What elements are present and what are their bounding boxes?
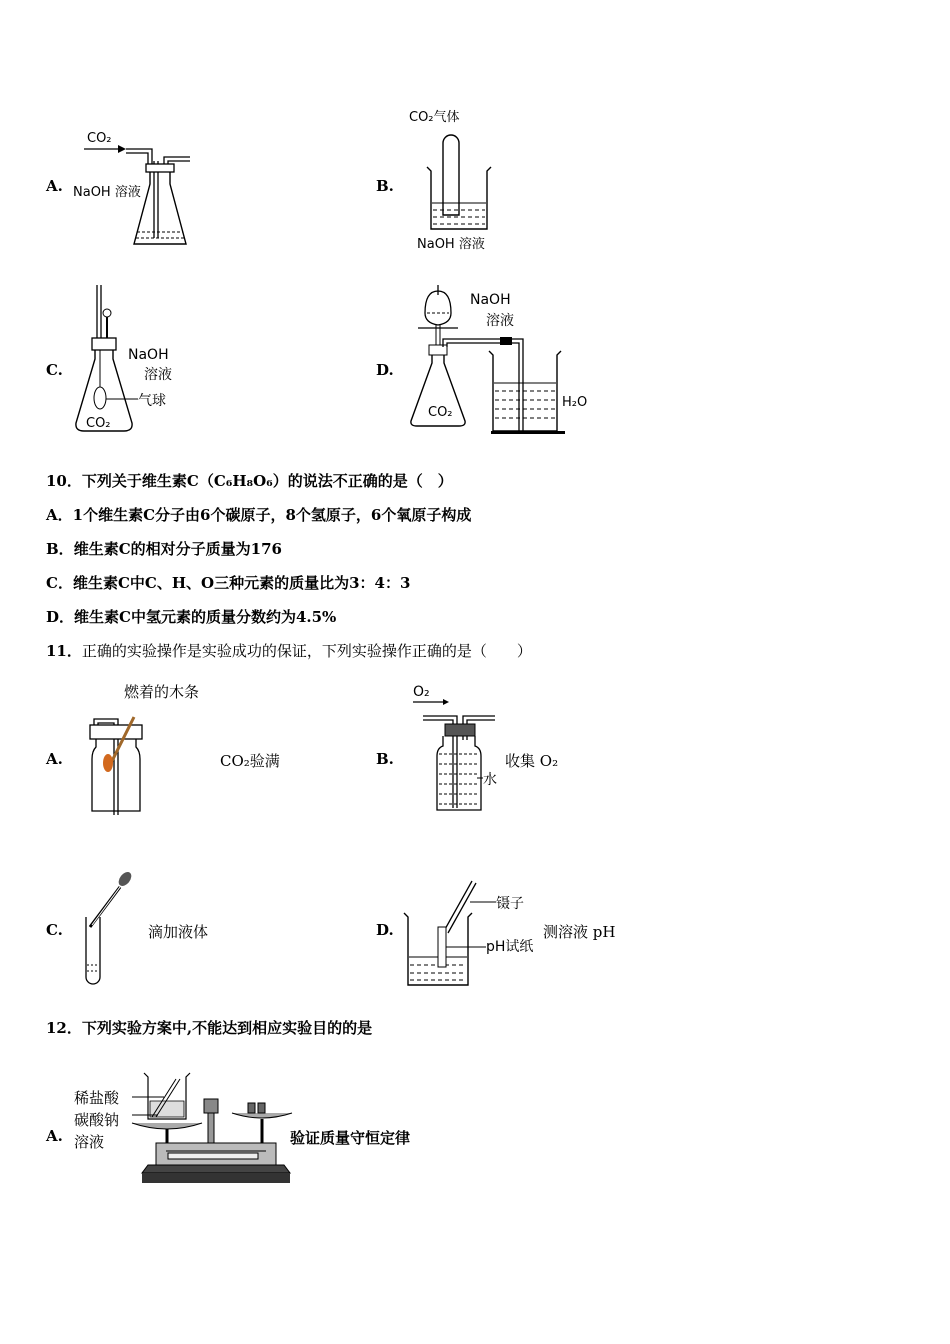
dropper-bulb-icon — [116, 870, 134, 889]
q12-a-balance-figure — [72, 1065, 287, 1190]
q10-option-c-letter: C． — [46, 574, 73, 592]
stopper-icon — [445, 724, 475, 736]
q9-c-label-naoh: NaOH — [128, 347, 169, 363]
q12-number: 12． — [46, 1019, 82, 1037]
q11-d-label-ph-paper: pH试纸 — [486, 939, 534, 955]
arrow-head-icon — [443, 699, 449, 705]
q9-option-d-letter[interactable]: D. — [376, 361, 394, 379]
q9-b-label-naoh: NaOH 溶液 — [417, 237, 485, 252]
q11-option-a-letter[interactable]: A. — [46, 750, 63, 768]
q11-c-caption: 滴加液体 — [148, 923, 209, 941]
q11-d-caption: 测溶液 pH — [543, 923, 616, 941]
q9-b-label-co2: CO₂气体 — [409, 110, 460, 125]
q11-b-collect-figure — [405, 680, 505, 820]
q9-option-b-letter[interactable]: B. — [376, 177, 394, 195]
q9-d-label-h2o: H₂O — [562, 395, 588, 410]
q9-option-a-letter[interactable]: A. — [46, 177, 63, 195]
q9-c-label-co2: CO₂ — [86, 416, 111, 431]
q10-option-a-text: 1个维生素C分子由6个碳原子，8个氢原子，6个氧原子构成 — [72, 506, 472, 524]
q10-option-c[interactable] — [46, 572, 410, 593]
q9-a-gas-wash-figure — [60, 120, 220, 255]
q11-a-bottle-figure — [80, 675, 230, 820]
q9-a-label-naoh: NaOH 溶液 — [73, 185, 141, 200]
q12-a-label-na2co3: 碳酸钠 — [74, 1111, 120, 1129]
q12-a-caption: 验证质量守恒定律 — [290, 1129, 411, 1147]
q10-option-b[interactable] — [46, 538, 282, 559]
q9-d-label-naoh: NaOH — [470, 292, 511, 308]
q9-b-beaker-figure — [405, 105, 515, 255]
q10-option-d[interactable] — [46, 606, 336, 627]
q9-option-c-letter[interactable]: C. — [46, 361, 63, 379]
q9-a-label-co2: CO₂ — [87, 131, 112, 146]
q11-d-label-tweezers: 镊子 — [496, 896, 524, 912]
q12-stem: 下列实验方案中,不能达到相应实验目的的是 — [81, 1019, 373, 1037]
q11-b-label-water: 水 — [483, 772, 497, 788]
q10-option-d-text: 维生素C中氢元素的质量分数约为4.5% — [74, 608, 337, 626]
q11-option-d-letter[interactable]: D. — [376, 921, 394, 939]
q9-d-label-solution: 溶液 — [486, 313, 514, 329]
q11-c-dropper-figure — [80, 865, 150, 990]
q9-c-label-balloon: 气球 — [138, 393, 166, 409]
q11-b-caption: 收集 O₂ — [505, 752, 559, 770]
q11-d-ph-figure — [400, 877, 550, 992]
q10-option-a[interactable] — [46, 504, 471, 525]
q11-option-c-letter[interactable]: C. — [46, 921, 63, 939]
q11-option-b-letter[interactable]: B. — [376, 750, 394, 768]
q10-question — [46, 470, 453, 491]
q12-question — [46, 1017, 372, 1038]
q12-a-label-solution: 溶液 — [74, 1133, 105, 1151]
flame-icon — [103, 754, 113, 772]
q9-d-label-co2: CO₂ — [428, 405, 453, 420]
q11-b-label-o2: O₂ — [413, 684, 430, 700]
q9-c-label-solution: 溶液 — [144, 367, 172, 383]
q10-option-c-text: 维生素C中C、H、O三种元素的质量比为3：4：3 — [72, 574, 411, 592]
arrow-head-icon — [118, 145, 126, 153]
q11-number: 11． — [46, 642, 82, 660]
q9-d-funnel-beaker-figure — [405, 283, 605, 438]
q11-a-caption: CO₂验满 — [220, 752, 280, 770]
q10-stem: 下列关于维生素C（C₆H₈O₆）的说法不正确的是（ ） — [81, 472, 453, 490]
q9-c-flask-balloon-figure — [70, 283, 200, 438]
q11-a-label-splint: 燃着的木条 — [124, 683, 200, 701]
q12-option-a-letter[interactable]: A. — [46, 1127, 63, 1145]
q11-stem: 正确的实验操作是实验成功的保证，下列实验操作正确的是（ ） — [81, 642, 532, 660]
q11-question — [46, 640, 532, 661]
q12-a-label-hcl: 稀盐酸 — [74, 1089, 120, 1107]
q10-number: 10． — [46, 472, 82, 490]
q10-option-b-letter: B． — [46, 540, 74, 558]
q10-option-d-letter: D． — [46, 608, 75, 626]
q10-option-a-letter: A． — [46, 506, 73, 524]
q10-option-b-text: 维生素C的相对分子质量为176 — [73, 540, 282, 558]
